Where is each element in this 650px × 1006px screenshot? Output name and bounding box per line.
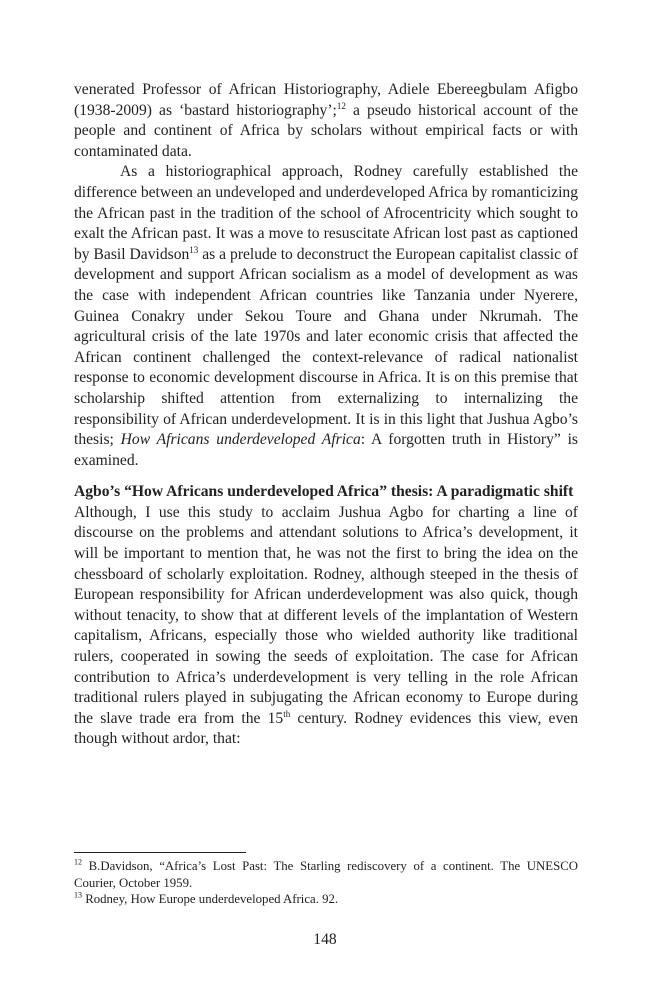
footnote-text: Rodney, How Europe underdeveloped Africa. 92.	[82, 892, 339, 906]
paragraph-text: as a prelude to deconstruct the European capitalist classic of development and support African socialism as a model of development as was the case with independent African countries like Tanzania under Nyerere, Guinea Conakry under Sekou Toure and Ghana under Nkrumah. The agricultural crisis of the late 1970s and later economic crisis that affected the African continent challenged the context-relevance of radical nationalist response to economic development discourse in Africa. It is on this premise that scholarship shifted attention from externalizing to internalizing the responsibility of African underdevelopment. It is in this light that Jushua Agbo’s thesis;	[74, 245, 578, 449]
paragraph-1	[74, 80, 578, 162]
footnotes	[74, 858, 578, 908]
body-text	[74, 80, 578, 750]
section-heading: Agbo’s “How Africans underdeveloped Africa” thesis: A paradigmatic shift	[74, 483, 574, 501]
paragraph-text: : A forgotten truth in History” is examined.	[74, 431, 578, 469]
footnote-13	[74, 891, 578, 908]
footnote-number: 13	[74, 890, 82, 900]
paragraph-text: century. Rodney evidences this view, even though without ardor, that:	[74, 709, 578, 748]
footnote-text: B.Davidson, “Africa’s Lost Past: The Starling rediscovery of a continent. The UNESCO Courier, October 1959.	[74, 859, 578, 890]
footnote-ref-12: 12	[336, 100, 346, 111]
paragraph-text: Although, I use this study to acclaim Jushua Agbo for charting a line of discourse on the problems and attendant solutions to Africa’s development, it will be important to mention that, he was not the first to bring the idea on the chessboard of scholarly exploitation. Rodney, although steeped in the thesis of European responsibility for African underdevelopment was also quick, though without tenacity, to show that at different levels of the implantation of Western capitalism, Africans, especially those who wielded authority like traditional rulers, cooperated in sowing the seeds of exploitation. The case for African contribution to Africa’s underdevelopment is very telling in the role African traditional rulers played in subjugating the African economy to Europe during the slave trade era from the 15	[74, 503, 578, 727]
footnote-12	[74, 858, 578, 891]
footnote-divider	[74, 852, 246, 853]
footnote-ref-13: 13	[189, 244, 199, 255]
book-title: How Africans underdeveloped Africa	[120, 431, 361, 449]
paragraph-3	[74, 503, 578, 750]
ordinal-superscript: th	[283, 708, 291, 719]
paragraph-text: As a historiographical approach, Rodney carefully established the difference between an undeveloped and underdeveloped Africa by romanticizing the African past in the tradition of the school of Afrocentricity which sought to exalt the African past. It was a move to resuscitate African lost past as captioned by Basil Davidson	[74, 163, 578, 263]
paragraph-2	[74, 162, 578, 471]
paragraph-text: venerated Professor of African Historiography, Adiele Ebereegbulam Afigbo (1938-2009) as ‘bastard historiography’;	[74, 81, 578, 119]
page-number: 148	[313, 931, 337, 948]
footnote-number: 12	[74, 857, 82, 867]
paragraph-text: a pseudo historical account of the people and continent of Africa by scholars without empirical facts or with contaminated data.	[74, 101, 578, 160]
